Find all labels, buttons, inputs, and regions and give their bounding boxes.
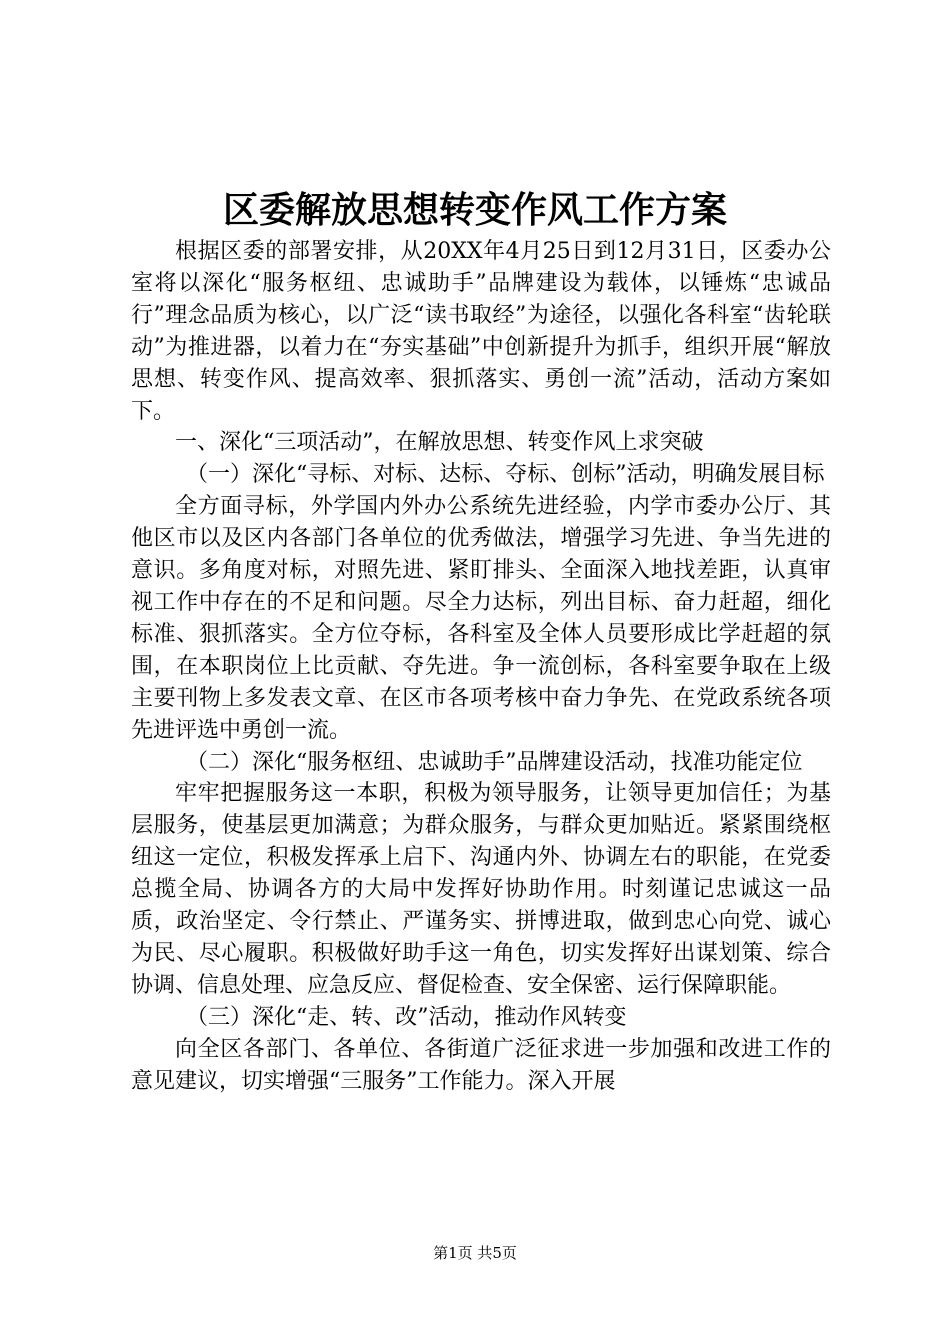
paragraph-benchmarking: 全方面寻标，外学国内外办公系统先进经验，内学市委办公厅、其他区市以及区内各部门各单位的优秀做法，增强学习先进、争当先进的意识。多角度对标，对照先进、紧盯排头、全面深入地找差距，认真审视工作中存在的不足和问题。尽全力达标，列出目标、奋力赶超，细化标准、狠抓落实。全方位夺标，各科室及全体人员要形成比学赶超的氛围，在本职岗位上比贡献、夺先进。争一流创标，各科室要争取在上级主要刊物上多发表文章、在区市各项考核中奋力争先、在党政系统各项先进评选中勇创一流。 [131,494,831,743]
subsection-heading-1: （一）深化“寻标、对标、达标、夺标、创标”活动，明确发展目标 [186,462,825,488]
paragraph-intro: 根据区委的部署安排，从20XX年4月25日到12月31日，区委办公室将以深化“服务枢纽、忠诚助手”品牌建设为载体，以锤炼“忠诚品行”理念品质为核心，以广泛“读书取经”为途径，以强化各科室“齿轮联动”为推进器，以着力在“夯实基础”中创新提升为抓手，组织开展“解放思想、转变作风、提高效率、狠抓落实、勇创一流”活动，活动方案如下。 [131,239,831,424]
document-body [131,236,831,1097]
paragraph-style-change: 向全区各部门、各单位、各街道广泛征求进一步加强和改进工作的意见建议，切实增强“三服务”工作能力。深入开展 [131,1036,831,1094]
subsection-heading-3: （三）深化“走、转、改”活动，推动作风转变 [186,1004,627,1030]
subsection-heading-2: （二）深化“服务枢纽、忠诚助手”品牌建设活动，找准功能定位 [186,749,803,775]
section-heading-1: 一、深化“三项活动”，在解放思想、转变作风上求突破 [175,430,704,456]
document-title: 区委解放思想转变作风工作方案 [222,189,727,231]
page-number-footer: 第1页 共5页 [433,1244,517,1262]
paragraph-service: 牢牢把握服务这一本职，积极为领导服务，让领导更加信任；为基层服务，使基层更加满意；为群众服务，与群众更加贴近。紧紧围绕枢纽这一定位，积极发挥承上启下、沟通内外、协调左右的职能，在党委总揽全局、协调各方的大局中发挥好协助作用。时刻谨记忠诚这一品质，政治坚定、令行禁止、严谨务实、拼博进取，做到忠心向党、诚心为民、尽心履职。积极做好助手这一角色，切实发挥好出谋划策、综合协调、信息处理、应急反应、督促检查、安全保密、运行保障职能。 [131,781,831,998]
